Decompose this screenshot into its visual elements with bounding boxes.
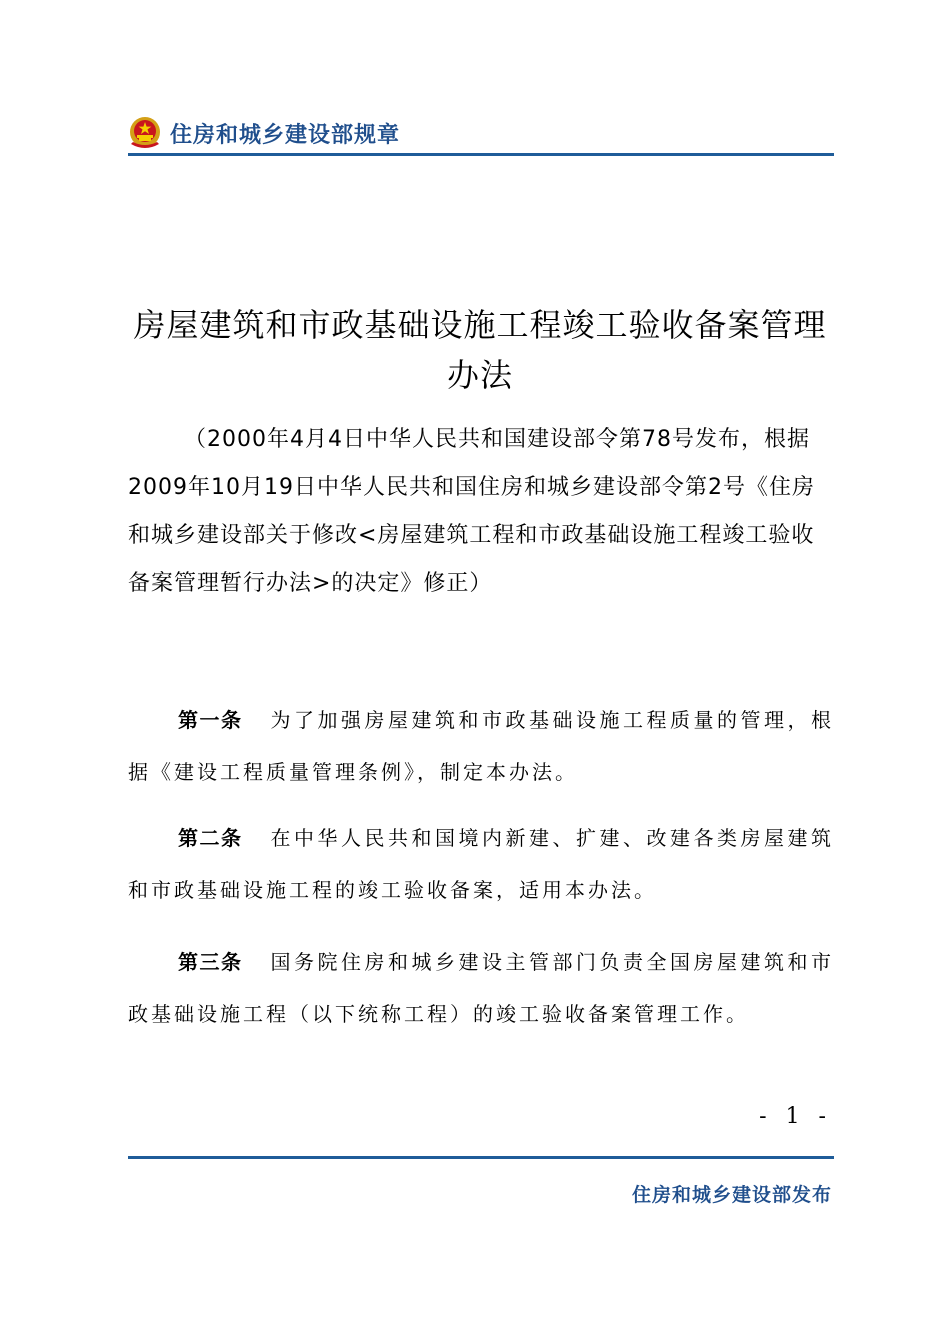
article-1 [128, 694, 834, 798]
article-2-label: 第二条 [178, 826, 243, 850]
document-header [128, 112, 834, 154]
document-title: 房屋建筑和市政基础设施工程竣工验收备案管理办法 [133, 306, 827, 394]
article-1-text: 为了加强房屋建筑和市政基础设施工程质量的管理，根据《建设工程质量管理条例》，制定本办法。 [128, 708, 834, 784]
article-3 [128, 936, 834, 1040]
page-number: - 1 - [759, 1104, 832, 1129]
footer-publisher: 住房和城乡建设部发布 [631, 1184, 832, 1206]
article-2-text: 在中华人民共和国境内新建、扩建、改建各类房屋建筑和市政基础设施工程的竣工验收备案，适用本办法。 [128, 826, 834, 902]
article-3-text: 国务院住房和城乡建设主管部门负责全国房屋建筑和市政基础设施工程（以下统称工程）的竣工验收备案管理工作。 [128, 950, 834, 1026]
article-3-label: 第三条 [178, 950, 243, 974]
national-emblem-icon [128, 116, 162, 150]
footer-divider [128, 1156, 834, 1159]
article-1-label: 第一条 [178, 708, 243, 732]
header-title: 住房和城乡建设部规章 [170, 123, 401, 148]
document-revision-note: （2000年4月4日中华人民共和国建设部令第78号发布，根据2009年10月19日中华人民共和国住房和城乡建设部令第2号《住房和城乡建设部关于修改<房屋建筑工程和市政基础设施工程竣工验收备案管理暂行办法>的决定》修正） [128, 427, 815, 596]
header-divider [128, 153, 834, 156]
article-2 [128, 812, 834, 916]
